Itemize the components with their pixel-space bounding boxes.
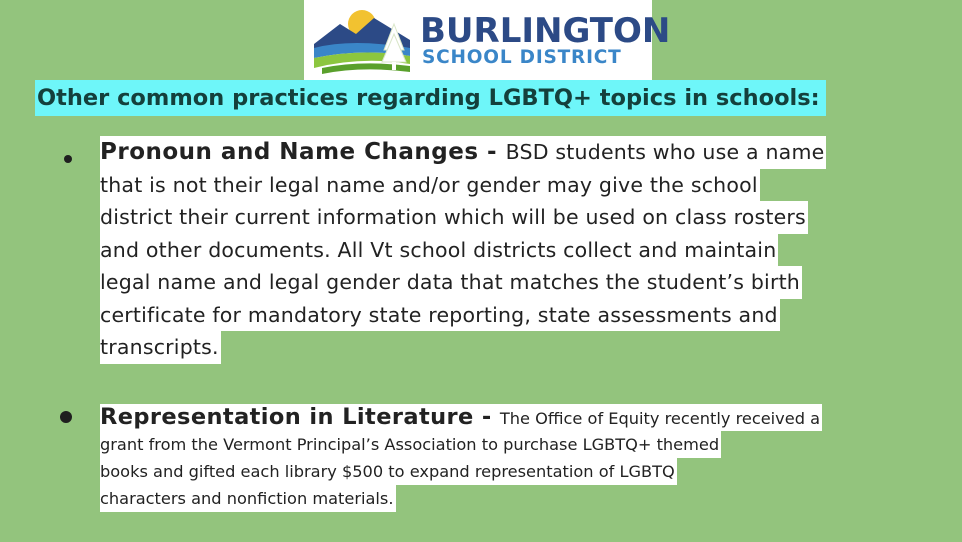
bullet-icon: [60, 411, 72, 423]
item-line: certificate for mandatory state reporting, state assessments and: [100, 299, 780, 332]
list-item-representation-in-literature: [100, 404, 822, 512]
logo-subtitle: SCHOOL DISTRICT: [422, 47, 622, 68]
item-text: BSD students who use a name: [505, 140, 825, 164]
item-line: grant from the Vermont Principal’s Association to purchase LGBTQ+ themed: [100, 431, 721, 458]
item-text: The Office of Equity recently received a: [499, 409, 821, 428]
item-line: and other documents. All Vt school districts collect and maintain: [100, 234, 778, 267]
item-title: Pronoun and Name Changes -: [100, 139, 506, 165]
list-item-pronoun-name-changes: [100, 136, 826, 364]
logo-title: BURLINGTON: [420, 11, 671, 51]
item-line: [100, 136, 826, 169]
item-title: Representation in Literature -: [100, 404, 500, 430]
item-line: books and gifted each library $500 to expand representation of LGBTQ: [100, 458, 677, 485]
item-line: legal name and legal gender data that matches the student’s birth: [100, 266, 802, 299]
item-line: that is not their legal name and/or gender may give the school: [100, 169, 760, 202]
page-heading: Other common practices regarding LGBTQ+ topics in schools:: [35, 80, 826, 116]
item-line: transcripts.: [100, 331, 221, 364]
district-logo: [304, 0, 671, 80]
mountain-sun-logo-icon: [312, 4, 412, 76]
bullet-icon: [64, 155, 72, 163]
item-line: characters and nonfiction materials.: [100, 485, 396, 512]
item-line: district their current information which will be used on class rosters: [100, 201, 808, 234]
item-line: [100, 404, 822, 431]
